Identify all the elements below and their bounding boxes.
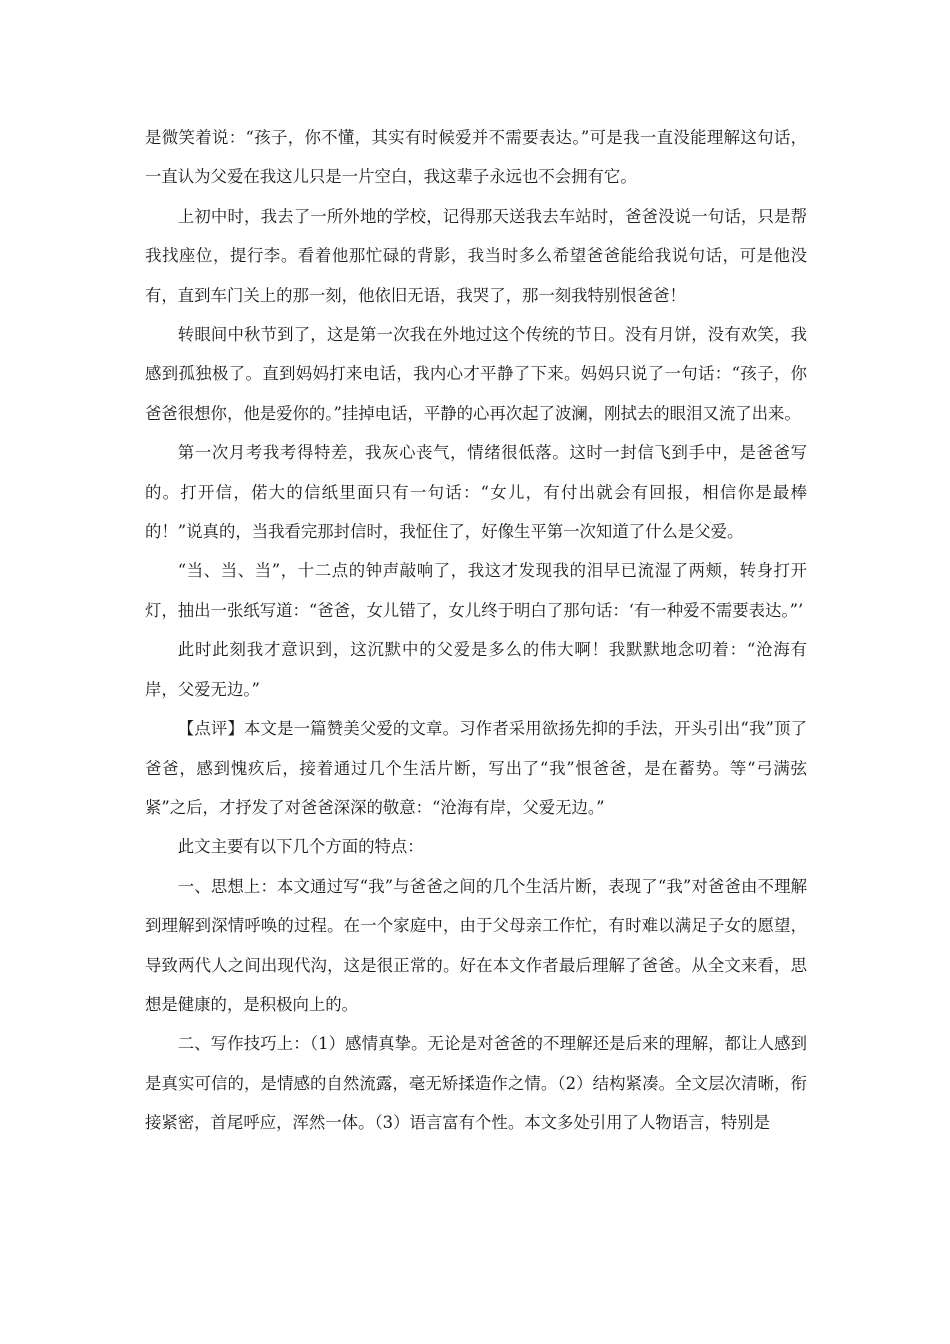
paragraph-features-intro: 此文主要有以下几个方面的特点： <box>177 837 424 857</box>
paragraph-thought: 一、思想上：本文通过写“我”与爸爸之间的几个生活片断，表现了“我”对爸爸由不理解到理解到深情呼唤的过程。在一个家庭中，由于父母亲工作忙，有时难以满足子女的愿望，导致两代人之间出现代沟，这是很正常的。好在本文作者最后理解了爸爸。从全文来看，思想是健康的，是积极向上的。 <box>145 876 807 1014</box>
paragraph-commentary: 【点评】本文是一篇赞美父爱的文章。习作者采用欲扬先抑的手法，开头引出“我”顶了爸爸，感到愧疚后，接着通过几个生活片断，写出了“我”恨爸爸，是在蓄势。等“弓满弦紧”之后，才抒发了对爸爸深深的敬意：“沧海有岸，父爱无边。” <box>145 719 807 817</box>
paragraph-continuation: 是微笑着说：“孩子，你不懂，其实有时候爱并不需要表达。”可是我一直没能理解这句话，一直认为父爱在我这儿只是一片空白，我这辈子永远也不会拥有它。 <box>145 128 807 187</box>
paragraph-realization: 此时此刻我才意识到，这沉默中的父爱是多么的伟大啊！我默默地念叨着：“沧海有岸，父爱无边。” <box>145 640 807 699</box>
paragraph-midnight: “当、当、当”，十二点的钟声敲响了，我这才发现我的泪早已流湿了两颊，转身打开灯，抽出一张纸写道：“爸爸，女儿错了，女儿终于明白了那句话：‘有一种爱不需要表达。”’ <box>145 561 807 620</box>
paragraph-technique: 二、写作技巧上：（1）感情真挚。无论是对爸爸的不理解还是后来的理解，都让人感到是真实可信的，是情感的自然流露，毫无矫揉造作之情。（2）结构紧凑。全文层次清晰，衔接紧密，首尾呼应，浑然一体。（3）语言富有个性。本文多处引用了人物语言，特别是 <box>145 1034 807 1133</box>
paragraph-station: 上初中时，我去了一所外地的学校，记得那天送我去车站时，爸爸没说一句话，只是帮我找座位，提行李。看着他那忙碌的背影，我当时多么希望爸爸能给我说句话，可是他没有，直到车门关上的那一刻，他依旧无语，我哭了，那一刻我特别恨爸爸！ <box>145 206 807 305</box>
paragraph-mid-autumn: 转眼间中秋节到了，这是第一次我在外地过这个传统的节日。没有月饼，没有欢笑，我感到孤独极了。直到妈妈打来电话，我内心才平静了下来。妈妈只说了一句话：“孩子，你爸爸很想你，他是爱你的。”挂掉电话，平静的心再次起了波澜，刚拭去的眼泪又流了出来。 <box>145 325 807 423</box>
article-body <box>145 118 807 1143</box>
paragraph-letter: 第一次月考我考得特差，我灰心丧气，情绪很低落。这时一封信飞到手中，是爸爸写的。打开信，偌大的信纸里面只有一句话：“女儿，有付出就会有回报，相信你是最棒的！”说真的，当我看完那封信时，我怔住了，好像生平第一次知道了什么是父爱。 <box>145 443 807 542</box>
